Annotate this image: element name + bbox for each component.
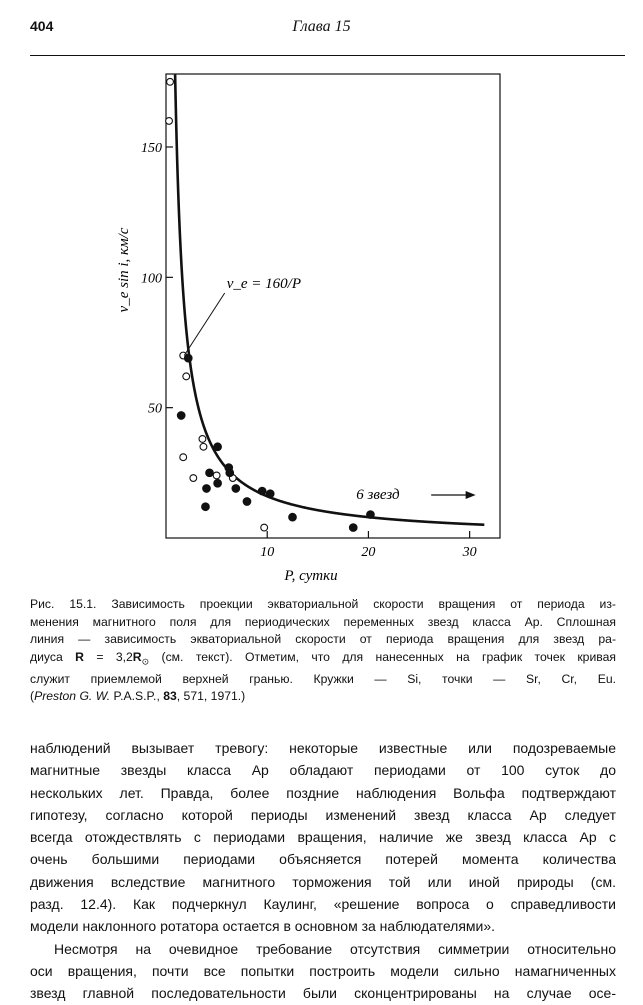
caption-line-2: менения магнитного поля для периодических переменных звезд класса Ap. Сплошная xyxy=(30,614,616,629)
body-line-11: оси вращения, почти все попытки построить модели сильно намагниченных xyxy=(30,962,616,979)
figure-caption xyxy=(30,596,616,706)
si-point-6 xyxy=(200,443,207,450)
annotation-six-stars: 6 звезд xyxy=(356,486,400,503)
chart-svg xyxy=(100,60,520,590)
y-tick-label-150: 150 xyxy=(141,140,162,156)
x-tick-label-20: 20 xyxy=(361,545,376,560)
page-header xyxy=(30,18,613,48)
body-line-2: магнитные звезды класса Ap обладают периодами от 100 суток до xyxy=(30,762,616,779)
caption-line-3: линия — зависимость экваториальной скорости от периода вращения для звезд ра- xyxy=(30,632,616,647)
y-tick-label-50: 50 xyxy=(148,401,162,417)
page-number: 404 xyxy=(30,18,54,34)
sr-cr-eu-point-15 xyxy=(349,524,357,532)
sr-cr-eu-point-3 xyxy=(214,443,222,451)
annotation-arrow-head xyxy=(466,491,476,499)
body-text xyxy=(30,737,616,1005)
caption-line-5: служит приемлемой верхней гранью. Кружки — Si, точки — Sr, Cr, Eu. xyxy=(30,671,616,686)
body-line-1: наблюдений вызывает тревогу: некоторые известные или подозреваемые xyxy=(30,740,616,756)
sr-cr-eu-point-13 xyxy=(266,490,274,498)
x-tick-label-30: 30 xyxy=(462,545,477,560)
body-line-7: движения вследствие магнитного торможения той или иной природы (см. xyxy=(30,873,616,890)
header-rule xyxy=(30,55,625,56)
caption-line-1: Рис. 15.1. Зависимость проекции экваториальной скорости вращения от периода из- xyxy=(30,597,616,611)
running-head: Глава 15 xyxy=(292,18,351,35)
sr-cr-eu-point-7 xyxy=(203,485,211,493)
fit-curve xyxy=(175,75,484,525)
sr-cr-eu-point-12 xyxy=(258,487,266,495)
sr-cr-eu-point-8 xyxy=(214,479,222,487)
y-tick-label-100: 100 xyxy=(141,271,162,287)
si-point-2 xyxy=(166,118,173,125)
sr-cr-eu-point-5 xyxy=(226,469,234,477)
axes xyxy=(141,141,477,560)
caption-line-6: (Preston G. W. P.A.S.P., 83, 571, 1971.) xyxy=(30,689,246,704)
body-line-4: гипотезу, согласно которой периоды изменений звезд класса Ap следует xyxy=(30,806,616,823)
body-line-6: очень большими периодами объясняется потерей момента количества xyxy=(30,851,616,868)
sr-cr-eu-point-9 xyxy=(232,485,240,493)
figure-15-1 xyxy=(100,60,520,590)
sr-cr-eu-point-2 xyxy=(177,412,185,420)
curve-label-leader xyxy=(184,293,224,356)
curve-layer xyxy=(175,75,484,525)
sr-cr-eu-point-1 xyxy=(184,354,192,362)
si-point-7 xyxy=(180,454,187,461)
sr-cr-eu-point-6 xyxy=(206,469,214,477)
caption-line-4: диуса $R = 3,2R_⊙$ (см. текст). Отметим, что для нанесенных на график точек кривая xyxy=(30,649,616,667)
si-point-9 xyxy=(213,472,220,479)
body-line-8: разд. 12.4). Как подчеркнул Каулинг, «решение вопроса о справедливости xyxy=(30,896,616,913)
points-layer xyxy=(166,78,375,531)
sr-cr-eu-point-11 xyxy=(243,498,251,506)
body-line-3: нескольких лет. Правда, более поздние наблюдения Вольфа подтверждают xyxy=(30,784,616,801)
si-point-5 xyxy=(199,436,206,443)
body-line-12: звезд главной последовательности были сконцентрированы на случае осе- xyxy=(30,985,616,1002)
si-point-4 xyxy=(183,373,190,380)
sr-cr-eu-point-10 xyxy=(202,503,210,511)
x-axis-label: P, сутки xyxy=(284,568,338,584)
si-point-1 xyxy=(167,78,174,85)
curve-label: v_e = 160/P xyxy=(226,275,302,292)
si-point-11 xyxy=(261,524,268,531)
si-point-8 xyxy=(190,475,197,482)
sr-cr-eu-point-14 xyxy=(289,513,297,521)
body-line-10: Несмотря на очевидное требование отсутствия симметрии относительно xyxy=(54,940,616,957)
sr-cr-eu-point-16 xyxy=(367,511,375,519)
x-tick-label-10: 10 xyxy=(260,545,275,560)
body-line-9: модели наклонного ротатора остается в основном за наблюдателями». xyxy=(30,918,496,935)
y-axis-label: v_e sin i, км/с xyxy=(116,227,132,313)
body-line-5: всегда отождествлять с периодами вращения, наличие же звезд класса Ap с xyxy=(30,829,616,846)
labels-layer xyxy=(116,227,476,584)
